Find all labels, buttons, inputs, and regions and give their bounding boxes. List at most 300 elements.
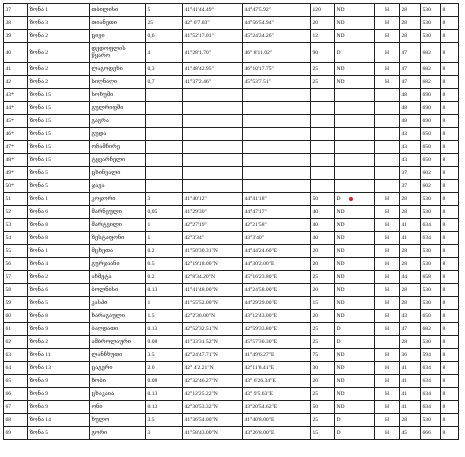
value-a-cell-text: 41 [401,378,408,384]
amount-cell [146,375,183,388]
value-c-cell-text: 8 [442,49,446,56]
value-b-cell [421,115,441,128]
longitude-cell [243,30,311,43]
amount-cell [146,310,183,323]
name-cell [90,336,146,349]
value-a-cell [400,349,421,362]
latitude-cell [183,193,243,206]
longitude-cell-text: 44°47'5.92" [244,7,272,13]
region-cell-text: ზონა 15 [29,131,51,137]
type-cell-text: H [384,261,390,267]
amount-cell-text: 1 [147,235,151,241]
value-b-cell [421,245,441,258]
region-cell [28,102,90,115]
amount-cell-text: 0.08 [147,339,158,345]
longitude-cell [243,141,311,154]
value-b-cell-text: 658 [422,274,431,280]
value-b-cell-text: 530 [422,339,431,345]
row-number-cell [4,245,28,258]
value-b-cell-text: 530 [422,33,431,39]
name-cell [90,271,146,284]
amount-cell [146,232,183,245]
value-b-cell-text: 682 [422,326,431,332]
value-a-cell [400,427,421,440]
class-cell-text: ND [336,261,345,267]
longitude-cell [243,76,311,89]
value-a-cell [400,30,421,43]
class-cell-text: ND [336,79,345,85]
value-a-cell-text: 48 [401,118,408,124]
value-a-cell [400,284,421,297]
row-number-cell-text: 59 [5,300,12,306]
value-c-cell-text: 8 [442,313,446,319]
row-number-cell-text: 68 [5,417,12,423]
class-cell-text: ND [336,66,345,72]
class-cell [335,375,375,388]
row-number-cell [4,414,28,427]
value-c-cell [441,89,459,102]
value-b-cell-text: 602 [422,183,431,189]
amount-cell [146,219,183,232]
name-cell-text: გურჯაანი [91,260,120,267]
row-number-cell-text: 40 [5,49,12,56]
class-cell-text: ND [336,209,345,215]
name-cell-text: მარტვილი [91,221,122,228]
table-row [4,427,459,440]
amount-cell-text: 0.08 [147,378,158,384]
region-cell [28,141,90,154]
value-b-cell-text: 634 [422,404,431,410]
altitude-cell [311,414,335,427]
longitude-cell-text: 44°47'17" [244,209,267,215]
latitude-cell [183,206,243,219]
type-cell [375,167,400,180]
altitude-cell [311,427,335,440]
value-c-cell-text: 8 [442,131,446,137]
type-cell [375,193,400,206]
region-cell [28,375,90,388]
value-c-cell-text: 8 [442,235,446,241]
altitude-cell-text: 120 [312,7,321,13]
class-cell [335,180,375,193]
name-cell [90,310,146,323]
name-cell-text: ბოლნისი [91,286,119,293]
region-cell [28,43,90,63]
amount-cell-text: 25 [147,20,154,26]
value-b-cell-text: 634 [422,365,431,371]
longitude-cell [243,154,311,167]
longitude-cell [243,89,311,102]
value-b-cell-text: 530 [422,287,431,293]
type-cell [375,401,400,414]
type-cell-text: H [384,326,390,332]
value-a-cell-text: 47 [401,326,408,332]
value-c-cell-text: 8 [442,339,446,345]
region-cell-text: ზონა 2 [29,33,49,39]
altitude-cell [311,180,335,193]
class-cell [335,323,375,336]
longitude-cell [243,219,311,232]
table-row [4,414,459,427]
value-c-cell [441,30,459,43]
class-cell [335,427,375,440]
longitude-cell-text: 43°12'43.00"E [244,313,278,319]
value-c-cell-text: 8 [442,430,446,436]
row-number-cell [4,362,28,375]
type-cell-text: H [384,391,390,397]
value-c-cell-text: 8 [442,105,446,111]
type-cell [375,414,400,427]
value-a-cell-text: 37 [401,170,408,176]
altitude-cell [311,349,335,362]
latitude-cell [183,232,243,245]
row-number-cell [4,310,28,323]
value-b-cell-text: 690 [422,105,431,111]
altitude-cell [311,89,335,102]
class-cell [335,154,375,167]
type-cell-text: H [384,248,390,254]
region-cell [28,4,90,17]
longitude-cell [243,180,311,193]
row-number-cell-text: 43* [5,92,14,98]
altitude-cell [311,193,335,206]
table-row [4,141,459,154]
table-row [4,362,459,375]
altitude-cell-text: 20 [312,287,319,293]
type-cell-text: H [384,300,390,306]
value-c-cell [441,102,459,115]
class-cell [335,43,375,63]
type-cell-text: H [384,287,390,293]
value-a-cell [400,193,421,206]
latitude-cell [183,102,243,115]
name-cell-text: ცაგერი [91,364,113,371]
table-row [4,102,459,115]
class-cell [335,141,375,154]
amount-cell [146,258,183,271]
row-number-cell [4,167,28,180]
latitude-cell [183,258,243,271]
value-c-cell-text: 8 [442,79,446,85]
value-b-cell-text: 682 [422,79,431,85]
amount-cell [146,206,183,219]
amount-cell-text: 0.13 [147,326,158,332]
altitude-cell-text: 25 [312,391,319,397]
amount-cell-text: 3 [147,196,151,202]
longitude-cell [243,427,311,440]
row-number-cell-text: 61 [5,326,12,332]
table-row [4,17,459,30]
row-number-cell-text: 69 [5,430,12,436]
latitude-cell [183,17,243,30]
latitude-cell [183,310,243,323]
value-b-cell [421,388,441,401]
name-cell-text: ხობი [91,377,106,384]
region-cell-text: ზონა 2 [29,66,49,72]
amount-cell [146,284,183,297]
value-a-cell [400,102,421,115]
amount-cell [146,245,183,258]
value-a-cell [400,128,421,141]
name-cell [90,258,146,271]
altitude-cell [311,43,335,63]
table-row [4,297,459,310]
value-b-cell-text: 530 [422,300,431,306]
region-cell [28,310,90,323]
name-cell-text: ახმეტა [91,273,112,280]
longitude-cell-text: 43°26'8.00"E [244,430,275,436]
value-c-cell-text: 8 [442,118,446,124]
value-c-cell-text: 8 [442,365,446,371]
latitude-cell-text: 42° 4'2.21"N [184,365,214,371]
longitude-cell-text: 41°40'8.00"E [244,417,275,423]
altitude-cell [311,284,335,297]
value-a-cell [400,115,421,128]
region-cell [28,232,90,245]
latitude-cell [183,362,243,375]
region-cell [28,193,90,206]
altitude-cell-text: 50 [312,196,319,202]
row-number-cell-text: 58 [5,287,12,293]
class-cell-text: ND [336,248,345,254]
class-cell [335,30,375,43]
row-number-cell-text: 39 [5,33,12,39]
region-cell [28,17,90,30]
value-a-cell-text: 28 [401,248,408,254]
type-cell-text: H [384,79,390,85]
name-cell [90,180,146,193]
latitude-cell [183,336,243,349]
row-number-cell [4,323,28,336]
latitude-cell [183,388,243,401]
value-c-cell-text: 8 [442,391,446,397]
longitude-cell [243,167,311,180]
region-cell-text: ზონა 9 [29,404,49,410]
row-number-cell-text: 44* [5,105,14,111]
type-cell [375,43,400,63]
region-cell [28,89,90,102]
class-cell-text: D [336,430,341,436]
region-cell [28,76,90,89]
value-b-cell-text: 682 [422,66,431,72]
type-cell-text: H [384,222,390,228]
value-b-cell-text: 634 [422,222,431,228]
value-a-cell-text: 48 [401,92,408,98]
table-row [4,323,459,336]
row-number-cell-text: 37 [5,7,12,13]
region-cell [28,206,90,219]
value-b-cell-text: 690 [422,118,431,124]
value-a-cell [400,388,421,401]
value-a-cell-text: 48 [401,105,408,111]
value-a-cell-text: 47 [401,79,408,85]
class-cell-text: ND [336,391,345,397]
type-cell-text: H [384,66,390,72]
amount-cell-text: 0,3 [147,66,155,72]
altitude-cell [311,297,335,310]
latitude-cell-text: 41°41'48.00"N [184,287,218,293]
altitude-cell [311,245,335,258]
value-b-cell [421,89,441,102]
table-row [4,193,459,206]
row-number-cell [4,154,28,167]
name-cell [90,297,146,310]
altitude-cell [311,219,335,232]
type-cell [375,89,400,102]
value-c-cell [441,76,459,89]
type-cell [375,141,400,154]
value-c-cell-text: 8 [442,404,446,410]
value-c-cell [441,63,459,76]
region-cell-text: ზონა 15 [29,118,51,124]
latitude-cell-text: 42°30'53.32"N [184,404,218,410]
table-row [4,4,459,17]
region-cell-text: ზონა 2 [29,274,49,280]
latitude-cell [183,414,243,427]
name-cell [90,141,146,154]
amount-cell-text: 0.13 [147,404,158,410]
value-c-cell [441,245,459,258]
longitude-cell-text: 45°24'34.26" [244,33,274,39]
amount-cell-text: 5 [147,7,151,13]
longitude-cell-text: 46°10'17.75" [244,66,274,72]
class-cell-text: ND [336,404,345,410]
longitude-cell [243,128,311,141]
longitude-cell-text: 43°20'54.62"E [244,404,278,410]
class-cell [335,17,375,30]
longitude-cell [243,258,311,271]
row-number-cell [4,76,28,89]
amount-cell [146,349,183,362]
value-c-cell-text: 8 [442,170,446,176]
red-dot-marker [349,197,353,201]
amount-cell [146,167,183,180]
value-a-cell-text: 43 [401,131,408,137]
region-cell-text: ზონა 6 [29,209,49,215]
value-a-cell-text: 41 [401,365,408,371]
value-a-cell-text: 37 [401,183,408,189]
value-a-cell-text: 44 [401,274,408,280]
value-c-cell [441,336,459,349]
region-cell-text: ზონა 4 [29,261,49,267]
name-cell-text: მარნეული [91,208,122,215]
latitude-cell-text: 42°3'34" [184,235,205,241]
row-number-cell [4,284,28,297]
region-cell [28,30,90,43]
value-a-cell [400,76,421,89]
table-row [4,154,459,167]
value-b-cell [421,401,441,414]
class-cell [335,128,375,141]
altitude-cell-text: 75 [312,352,319,358]
row-number-cell-text: 66 [5,391,12,397]
value-c-cell [441,310,459,323]
value-b-cell [421,219,441,232]
altitude-cell-text: 20 [312,20,319,26]
class-cell [335,219,375,232]
region-cell [28,401,90,414]
table-row [4,89,459,102]
amount-cell-text: 0.13 [147,391,158,397]
name-cell-text: გაგრა [91,117,109,124]
class-cell [335,193,375,206]
region-cell-text: ზონა 1 [29,248,49,254]
value-a-cell [400,258,421,271]
amount-cell [146,115,183,128]
table-row [4,388,459,401]
value-b-cell [421,336,441,349]
name-cell-text: ცხაკაია [91,390,114,397]
value-c-cell-text: 8 [442,274,446,280]
longitude-cell-text: 45°57'30.30"E [244,339,278,345]
value-b-cell [421,375,441,388]
value-a-cell-text: 28 [401,209,408,215]
type-cell-text: H [384,430,390,436]
value-c-cell [441,258,459,271]
value-b-cell [421,76,441,89]
row-number-cell [4,63,28,76]
latitude-cell [183,219,243,232]
value-a-cell-text: 43 [401,157,408,163]
value-a-cell [400,323,421,336]
name-cell-text: ლანჩხუთი [91,351,123,358]
value-b-cell-text: 594 [422,352,431,358]
value-a-cell-text: 43 [401,313,408,319]
latitude-cell-text: 41°28'1.70" [184,49,212,56]
value-a-cell [400,63,421,76]
longitude-cell-text: 44°30'2.00"E [244,261,275,267]
value-c-cell [441,180,459,193]
value-c-cell [441,219,459,232]
value-a-cell [400,362,421,375]
table-row [4,115,459,128]
value-c-cell [441,284,459,297]
latitude-cell [183,245,243,258]
row-number-cell [4,180,28,193]
amount-cell-text: 1 [147,222,151,228]
longitude-cell-text: 42°21'58" [244,222,267,228]
altitude-cell-text: 20 [312,261,319,267]
value-b-cell-text: 530 [422,209,431,215]
altitude-cell [311,128,335,141]
amount-cell-text: 0.2 [147,274,155,280]
altitude-cell [311,271,335,284]
row-number-cell [4,115,28,128]
region-cell-text: ზონა 5 [29,183,49,189]
name-cell [90,43,146,63]
region-cell [28,219,90,232]
class-cell [335,76,375,89]
type-cell [375,102,400,115]
row-number-cell [4,17,28,30]
latitude-cell [183,154,243,167]
row-number-cell-text: 67 [5,404,12,410]
altitude-cell-text: 25 [312,66,319,72]
value-b-cell [421,17,441,30]
value-c-cell-text: 8 [442,261,446,267]
latitude-cell [183,167,243,180]
row-number-cell-text: 45* [5,118,14,124]
value-c-cell-text: 8 [442,326,446,332]
amount-cell-text: 0,05 [147,209,158,215]
table-row [4,336,459,349]
altitude-cell-text: 50 [312,404,319,410]
class-cell [335,414,375,427]
name-cell [90,401,146,414]
row-number-cell [4,271,28,284]
row-number-cell-text: 49* [5,170,14,176]
type-cell-text: H [384,313,390,319]
